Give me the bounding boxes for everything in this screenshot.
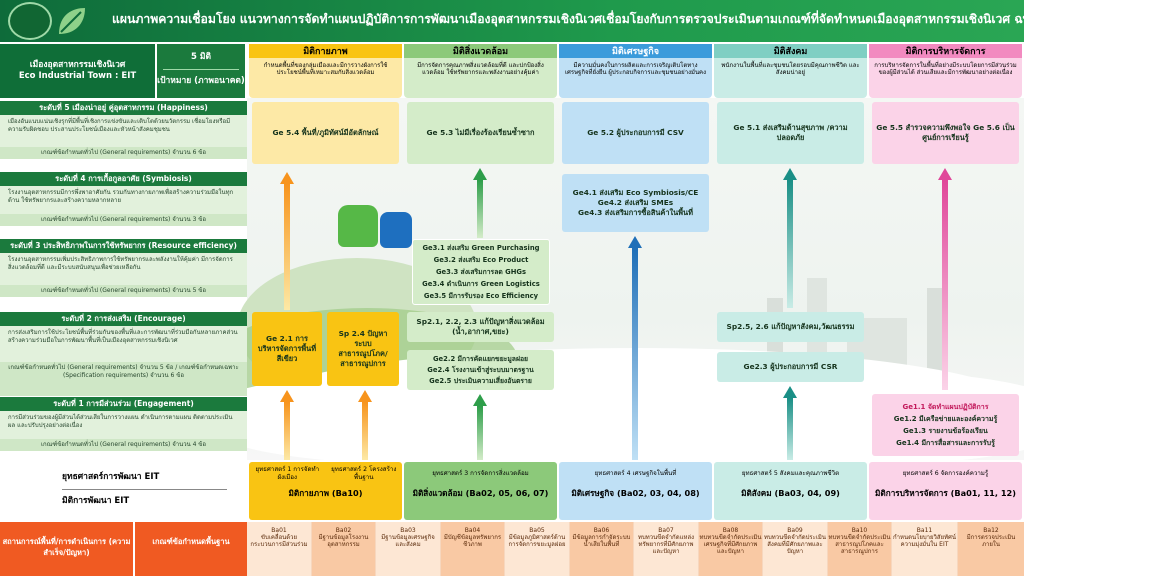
- bottom-basic-label: [135, 522, 247, 576]
- goal-ge3-group: [412, 239, 550, 305]
- goal-ge4-2: Ge4.2 ส่งเสริม SMEs: [597, 198, 674, 207]
- goal-ge3-1: Ge3.1 ส่งเสริม Green Purchasing: [422, 244, 540, 252]
- ba-code: Ba11: [916, 527, 933, 534]
- goal-ge3-4: Ge3.4 ดำเนินการ Green Logistics: [422, 280, 540, 288]
- level-requirement: เกณฑ์ข้อกำหนดทั่วไป (General requirements) จำนวน 6 ข้อ: [0, 147, 247, 159]
- goal-ge4-group: [562, 174, 709, 232]
- up-arrow-icon: [938, 168, 952, 390]
- dimension-description: มีการจัดการคุณภาพสิ่งแวดล้อมที่ดี และปกป้องสิ่งแวดล้อม ใช้ทรัพยากรและพลังงานอย่างคุ้มค่า: [417, 62, 544, 77]
- ba-10: [828, 522, 892, 576]
- ba-code: Ba07: [658, 527, 674, 534]
- ba-desc: มีข้อมูลการกำจัดระบบน้ำเสียในพื้นที่: [572, 534, 631, 548]
- ba-code: Ba12: [983, 527, 999, 534]
- level-title: ระดับที่ 4 การเกื้อกูลอาศัย (Symbiosis): [0, 172, 247, 186]
- ba-code: Ba10: [851, 527, 868, 534]
- level-requirement: เกณฑ์ข้อกำหนดทั่วไป (General requirements) จำนวน 3 ข้อ: [0, 214, 247, 226]
- strategy-4: ยุทธศาสตร์ 4 เศรษฐกิจในพื้นที่: [594, 470, 677, 477]
- goal-ge3-3: Ge3.3 ส่งเสริมการลด GHGs: [435, 268, 527, 276]
- dimension-management: [869, 44, 1022, 98]
- up-arrow-icon: [280, 172, 294, 310]
- five-dimension-box: [157, 44, 245, 98]
- ba-11: [892, 522, 958, 576]
- goal-ge5-5: Ge 5.5 สำรวจความพึงพอใจ Ge 5.6 เป็นศูนย์การเรียนรู้: [872, 102, 1019, 164]
- goal-ge2-group: [407, 350, 554, 390]
- dimension-name: มิติเศรษฐกิจ: [559, 44, 712, 58]
- level-3: [0, 239, 247, 307]
- level-requirement: เกณฑ์ข้อกำหนดทั่วไป (General requirements) จำนวน 5 ข้อ: [0, 285, 247, 297]
- ba-desc: มีการตรวจประเมินภายใน: [966, 534, 1016, 548]
- up-arrow-icon: [473, 394, 487, 460]
- ba-02: [312, 522, 376, 576]
- level-title: ระดับที่ 3 ประสิทธิภาพในการใช้ทรัพยากร (Resource efficiency): [0, 239, 247, 253]
- level-4: [0, 172, 247, 236]
- level-requirement: เกณฑ์ข้อกำหนดทั่วไป (General requirements) จำนวน 5 ข้อ / เกณฑ์ข้อกำหนดเฉพาะ (Specification requirements) จำนวน 6 ข้อ: [0, 362, 247, 396]
- ba-desc: มีข้อมูลภูมิศาสตร์ด้านการจัดการขยะมูลฝอย: [508, 534, 566, 548]
- strategy-1: ยุทธศาสตร์ 1 การจัดทำผังเมือง: [255, 466, 320, 481]
- dimension-label: มิติการพัฒนา EIT: [62, 496, 130, 506]
- strategy-environment: [404, 462, 557, 520]
- goal-ge1-group: [872, 394, 1019, 456]
- eit-logo: [8, 2, 52, 40]
- level-2: [0, 312, 247, 394]
- mascot-green: [338, 205, 378, 247]
- up-arrow-icon: [628, 236, 642, 460]
- bottom-situation-label: [0, 522, 134, 576]
- ba-code: Ba05: [529, 527, 545, 534]
- strategy-6: ยุทธศาสตร์ 6 จัดการองค์ความรู้: [902, 470, 989, 477]
- up-arrow-icon: [473, 168, 487, 238]
- goal-ge5-4: Ge 5.4 พื้นที่/ภูมิทัศน์มีอัตลักษณ์: [252, 102, 399, 164]
- ba-desc: ทบทวนขีดจำกัดแหล่งทรัพยากรที่มีศักยภาพและปัญหา: [637, 534, 695, 555]
- eit-label-box: [0, 44, 155, 98]
- ba-desc: ขับเคลื่อนด้วยกระบวนการมีส่วนร่วม: [250, 534, 308, 548]
- goal-sp2-4: Sp 2.4 ปัญหาระบบสาธารณูปโภค/สาธารณูปการ: [327, 312, 399, 386]
- goal-ge2-5: Ge2.5 ประเมินความเสี่ยงอันตราย: [429, 376, 532, 385]
- dimension-name: มิติการบริหารจัดการ: [869, 44, 1022, 58]
- ba-code: Ba04: [464, 527, 481, 534]
- strategy-economy: [559, 462, 712, 520]
- ba-desc: มีฐานข้อมูลเศรษฐกิจและสังคม: [381, 534, 435, 548]
- level-1: [0, 397, 247, 459]
- page-title: แผนภาพความเชื่อมโยง แนวทางการจัดทำแผนปฏิบัติการการพัฒนาเมืองอุตสาหกรรมเชิงนิเวศเชื่อมโยงกับการตรวจประเมินตามเกณฑ์ที่จัดทำหนดเมืองอุตสาหกรรมเชิงนิเวศ ฉบับปรับปรุง ปี พ.ศ. 2565: [112, 12, 1160, 26]
- ba-code: Ba08: [722, 527, 739, 534]
- strategy-management: [869, 462, 1022, 520]
- ba-desc: มีฐานข้อมูลโรงงานอุตสาหกรรม: [318, 534, 369, 548]
- level-description: โรงงานอุตสาหกรรมมีการพึ่งพาอาศัยกัน รวมกันทางกายภาพเพื่อสร้างความร่วมมือในทุกด้าน ใช้ทรัพยากรและสร้างความหลากหลาย: [0, 186, 247, 214]
- goal-ge2-2: Ge2.2 มีการคัดแยกขยะมูลฝอย: [432, 354, 529, 363]
- eit-title-th: เมืองอุตสาหกรรมเชิงนิเวศ: [29, 60, 126, 70]
- ba-04: [441, 522, 505, 576]
- goal-ge1-3: Ge1.3 รายงานข้อร้องเรียน: [903, 427, 988, 435]
- strategy-dimension: มิติการบริหารจัดการ (Ba01, 11, 12): [875, 488, 1016, 498]
- mascot-blue: [380, 212, 412, 248]
- ba-desc: ทบทวนขีดจำกัดประเมินเศรษฐกิจที่มีศักยภาพและปัญหา: [699, 534, 762, 555]
- dimension-economy: [559, 44, 712, 98]
- dimension-description: กำหนดพื้นที่ของกลุ่มเมืองและมีการวางผังการใช้ประโยชน์พื้นที่เหมาะสมกับสิ่งแวดล้อม: [263, 62, 388, 77]
- up-arrow-icon: [783, 168, 797, 308]
- goal-ge4-1: Ge4.1 ส่งเสริม Eco Symbiosis/CE: [572, 188, 699, 197]
- level-description: โรงงานอุตสาหกรรมเพิ่มประสิทธิภาพการใช้ทรัพยากรและพลังงานให้คุ้มค่า มีการจัดการสิ่งแวดล้อมที่ดี และมีระบบสนับสนุนเพื่อช่วยเหลือกัน: [0, 253, 247, 285]
- strategy-label-box: [0, 462, 247, 520]
- dimension-physical: [249, 44, 402, 98]
- strategy-dimension: มิติกายภาพ (Ba10): [288, 488, 363, 498]
- dimension-description: มีความมั่นคงในการผลิตและการเจริญเติบโตทางเศรษฐกิจที่ยั่งยืน ผู้ประกอบกิจการและชุมชนอย่างมั่นคง: [565, 62, 706, 77]
- goal-ge5-2: Ge 5.2 ผู้ประกอบการมี CSV: [562, 102, 709, 164]
- ba-code: Ba02: [335, 527, 352, 534]
- strategy-dimension: มิติสิ่งแวดล้อม (Ba02, 05, 06, 07): [412, 488, 549, 498]
- situation-text: สถานการณ์พื้นที่/การดำเนินการ (ความสำเร็จ/ปัญหา): [2, 537, 131, 557]
- goal-ge2-1: Ge 2.1 การบริหารจัดการพื้นที่สีเขียว: [252, 312, 322, 386]
- ba-code: Ba01: [271, 527, 287, 534]
- dimension-description: พนักงานในพื้นที่และชุมชนโดยรอบมีคุณภาพชีวิต และสังคมน่าอยู่: [721, 62, 860, 77]
- dimension-environment: [404, 44, 557, 98]
- level-description: การส่งเสริมการใช้ประโยชน์พื้นที่ร่วมกันของพื้นที่และการพัฒนาที่ร่วมมือกันหลายภาคส่วน สร้างความร่วมมือในการพัฒนาพื้นที่เป็นเมืองอุตสาหกรรมเชิงนิเวศ: [0, 326, 247, 362]
- dimension-social: [714, 44, 867, 98]
- ba-code: Ba03: [400, 527, 416, 534]
- five-dimension-label: 5 มิติ: [191, 52, 211, 62]
- dimension-description: การบริหารจัดการในพื้นที่อย่างมีระบบโดยการมีส่วนร่วมของผู้มีส่วนได้ ส่วนเสียและมีการพัฒนาอย่างต่อเนื่อง: [874, 62, 1017, 77]
- goal-ge3-5: Ge3.5 มีการรับรอง Eco Efficiency: [423, 292, 539, 300]
- dimension-name: มิติกายภาพ: [249, 44, 402, 58]
- ba-07: [634, 522, 699, 576]
- strategy-label: ยุทธศาสตร์การพัฒนา EIT: [62, 472, 160, 482]
- strategy-2: ยุทธศาสตร์ 2 โครงสร้างพื้นฐาน: [331, 466, 397, 481]
- ba-01: [247, 522, 312, 576]
- level-title: ระดับที่ 1 การมีส่วนร่วม (Engagement): [0, 397, 247, 411]
- ba-desc: ทบทวนขีดจำกัดประเมินสังคมที่มีศักยภาพและปัญหา: [764, 534, 826, 555]
- ba-08: [699, 522, 763, 576]
- ba-code: Ba06: [593, 527, 610, 534]
- ba-code: Ba09: [787, 527, 803, 534]
- ba-desc: กำหนดนโยบายวิสัยทัศน์ความมุ่งมั่นใน EIT: [893, 534, 956, 548]
- goal-ge1-1: Ge1.1 จัดทำแผนปฏิบัติการ: [902, 403, 989, 411]
- up-arrow-icon: [783, 386, 797, 460]
- goal-label: เป้าหมาย (ภาพอนาคต): [157, 76, 245, 86]
- strategy-social: [714, 462, 867, 520]
- goal-sp2-1: Sp2.1, 2.2, 2.3 แก้ปัญหาสิ่งแวดล้อม (น้ำ,อากาศ,ขยะ): [407, 312, 554, 342]
- ba-desc: มีบัญชีข้อมูลทรัพยากรชีวภาพ: [443, 534, 502, 548]
- goal-ge2-3: Ge2.3 ผู้ประกอบการมี CSR: [717, 352, 864, 382]
- goal-sp2-5: Sp2.5, 2.6 แก้ปัญหาสังคม,วัฒนธรรม: [717, 312, 864, 342]
- up-arrow-icon: [280, 390, 294, 460]
- dimension-name: มิติสิ่งแวดล้อม: [404, 44, 557, 58]
- basic-requirement-text: เกณฑ์ข้อกำหนดพื้นฐาน: [152, 537, 230, 546]
- ba-03: [376, 522, 441, 576]
- level-description: การมีส่วนร่วมของผู้มีส่วนได้ส่วนเสียในการวางแผน ดำเนินการตามแผน ติดตามประเมินผล และปรับปรุงอย่างต่อเนื่อง: [0, 411, 247, 439]
- level-requirement: เกณฑ์ข้อกำหนดทั่วไป (General requirements) จำนวน 4 ข้อ: [0, 439, 247, 451]
- goal-ge1-4: Ge1.4 มีการสื่อสารและการรับรู้: [896, 439, 995, 447]
- strategy-physical: [249, 462, 402, 520]
- level-title: ระดับที่ 5 เมืองน่าอยู่ คู่อุตสาหกรรม (Happiness): [0, 101, 247, 115]
- goal-ge5-1: Ge 5.1 ส่งเสริมด้านสุขภาพ /ความปลอดภัย: [717, 102, 864, 164]
- dimension-name: มิติสังคม: [714, 44, 867, 58]
- strategy-5: ยุทธศาสตร์ 5 สังคมและคุณภาพชีวิต: [741, 470, 840, 477]
- leaf-icon: [55, 4, 89, 38]
- ba-06: [570, 522, 634, 576]
- goal-ge2-4: Ge2.4 โรงงานเข้าสู่ระบบมาตรฐาน: [427, 365, 534, 374]
- strategy-dimension: มิติสังคม (Ba03, 04, 09): [741, 488, 840, 498]
- up-arrow-icon: [358, 390, 372, 460]
- strategy-dimension: มิติเศรษฐกิจ (Ba02, 03, 04, 08): [571, 488, 700, 498]
- ba-desc: ทบทวนขีดจำกัดประเมินสาธารณูปโภคและสาธารณูปการ: [828, 534, 891, 555]
- goal-ge3-2: Ge3.2 ส่งเสริม Eco Product: [433, 256, 529, 264]
- level-5: [0, 101, 247, 169]
- strategy-3: ยุทธศาสตร์ 3 การจัดการสิ่งแวดล้อม: [432, 470, 529, 477]
- ba-09: [763, 522, 828, 576]
- goal-ge4-3: Ge4.3 ส่งเสริมการซื้อสินค้าในพื้นที่: [578, 208, 693, 217]
- goal-ge1-2: Ge1.2 มีเครือข่ายและองค์ความรู้: [893, 415, 998, 423]
- ba-12: [958, 522, 1024, 576]
- eit-title-en: Eco Industrial Town : EIT: [18, 71, 137, 81]
- ba-05: [505, 522, 570, 576]
- level-description: เมืองอันแนบแน่นเชิงรุกที่มีพื้นที่เชิงการแข่งขันและเติบโตด้วยนวัตกรรม เชื่อมโยงหรือมีความรับผิดชอบ ประสานประโยชน์เมืองและหัวหน้าสังคมชุมชน: [0, 115, 247, 147]
- level-title: ระดับที่ 2 การส่งเสริม (Encourage): [0, 312, 247, 326]
- goal-ge5-3: Ge 5.3 ไม่มีเรื่องร้องเรียนซ้ำซาก: [407, 102, 554, 164]
